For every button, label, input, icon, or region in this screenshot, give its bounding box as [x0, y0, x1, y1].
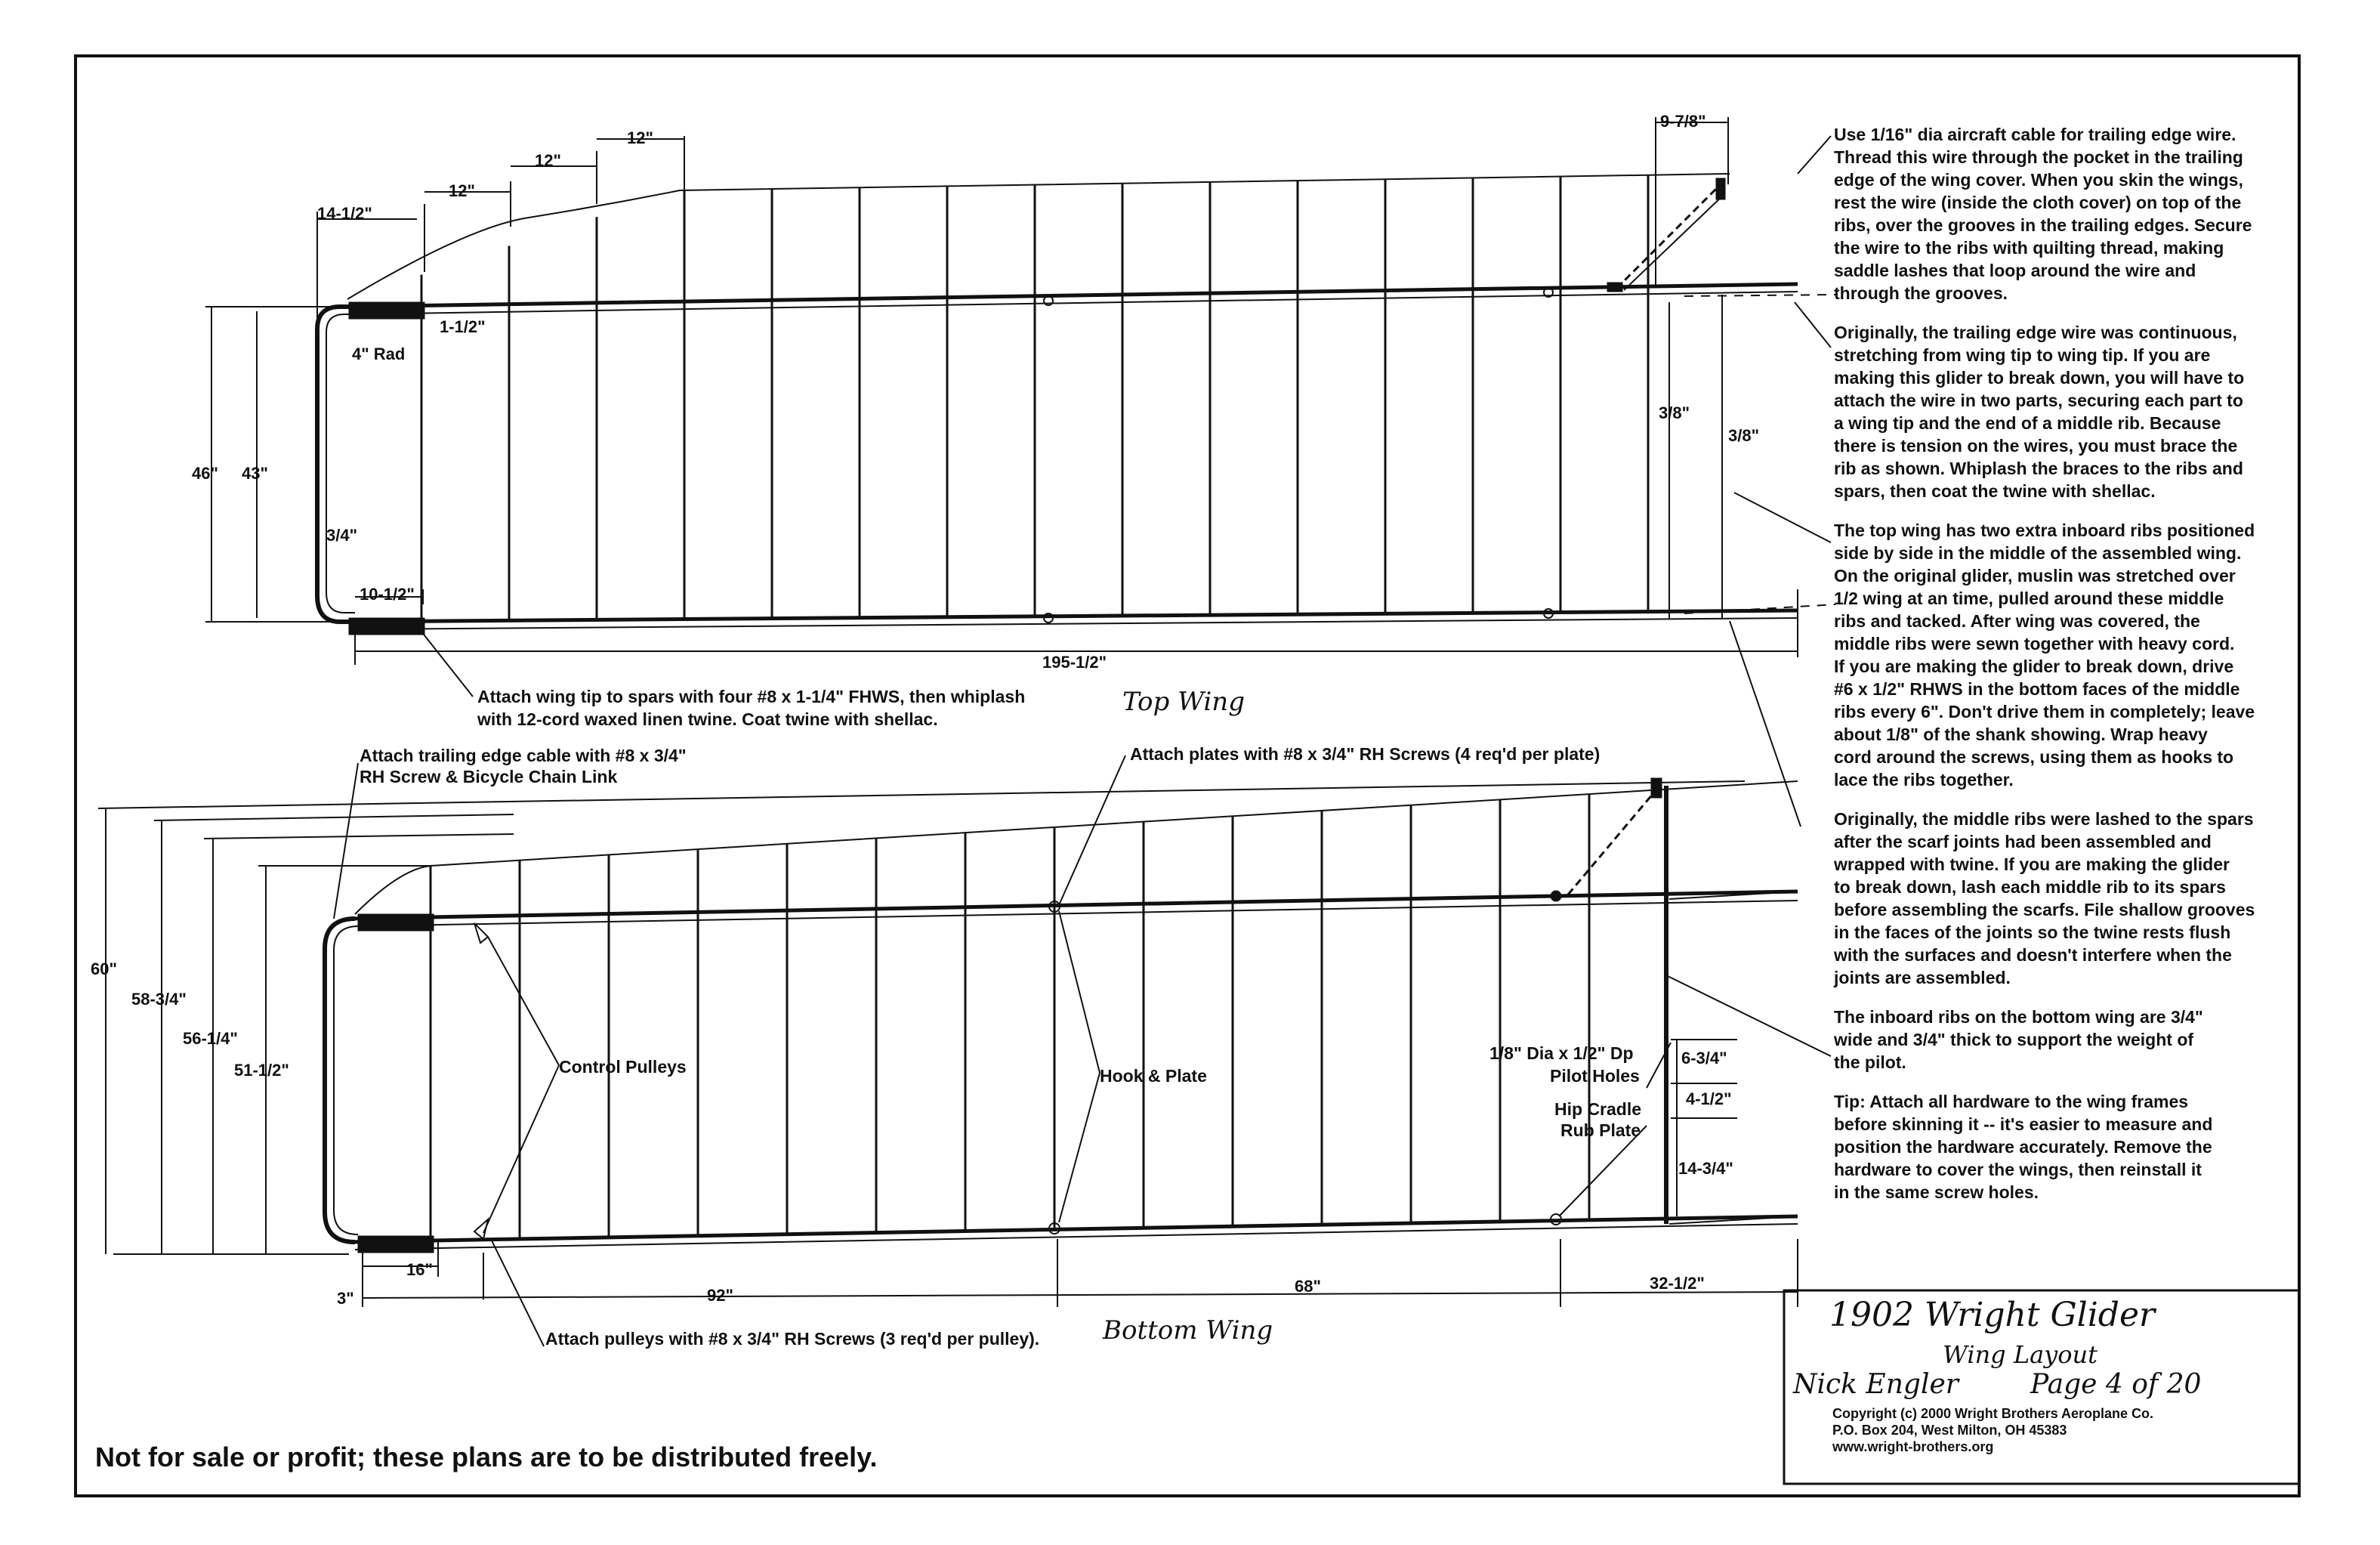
top-rib-brace — [1616, 184, 1721, 289]
bottom-rear-spar — [349, 1216, 1798, 1242]
top-brace-block — [1607, 283, 1622, 292]
dim-68: 68" — [1295, 1277, 1321, 1296]
dim-12-b: 12" — [535, 151, 561, 170]
page-number: Page 4 of 20 — [2030, 1369, 2202, 1400]
hip-cradle-line2: Rub Plate — [1560, 1120, 1641, 1140]
copyright-block — [1832, 1405, 2153, 1455]
dim-51-1-2: 51-1/2" — [234, 1061, 289, 1080]
note-inboard-ribs: The top wing has two extra inboard ribs positioned side by side in the middle of the assembled wing. On the original glider, muslin was stretched over 1/2 wing at an time, pulled around these middle ribs and tacked. After wing was covered, the middle ribs were sewn together with heavy cord. If you are making the glider to break down, drive #6 x 1/2" RHWS in the bottom faces of the middle ribs every 6". Don't drive them in completely; leave about 1/8" of the shank showing. Wrap heavy cord around the screws, using them as hooks to lace the ribs together. — [1834, 521, 2255, 789]
control-pulleys-label: Control Pulleys — [559, 1057, 687, 1077]
dim-12-c: 12" — [627, 128, 653, 147]
top-wing-tip-bow — [317, 307, 358, 622]
top-wing-dim-labels — [192, 112, 1759, 729]
top-ribs — [421, 175, 1648, 621]
dim-92: 92" — [707, 1286, 733, 1305]
dim-1-1-2: 1-1/2" — [440, 317, 486, 336]
bottom-rib-brace — [1568, 789, 1657, 895]
hook-plate-label: Hook & Plate — [1100, 1066, 1207, 1086]
top-wing-label: Top Wing — [1122, 687, 1245, 717]
callout-wing-tip-line1: Attach wing tip to spars with four #8 x 1-1/4" FHWS, then whiplash — [477, 687, 1026, 706]
bottom-wing-tip-bow — [325, 919, 355, 1242]
note-middle-ribs: Originally, the middle ribs were lashed to the spars after the scarf joints had been assembled and wrapped with twine. If you are making the glider to break down, lash each middle rib to its spars before assembling the scarfs. File shallow grooves in the faces of the joints so the twine rests flush with the surfaces and doesn't interfere when the joints are assembled. — [1834, 809, 2255, 987]
bottom-wing-frame — [325, 778, 1798, 1253]
note-tip: Tip: Attach all hardware to the wing frames before skinning it -- it's easier to measure and position the hardware accurately. Remove the hardware to cover the wings, then reinstall it in the same screw holes. — [1834, 1092, 2213, 1202]
note-bottom-inboard-ribs: The inboard ribs on the bottom wing are 3/4" wide and 3/4" thick to support the weight of the pilot. — [1834, 1007, 2203, 1072]
dim-4-rad: 4" Rad — [352, 345, 406, 363]
bottom-ribs — [431, 794, 1589, 1241]
callout-plates: Attach plates with #8 x 3/4" RH Screws (4 req'd per plate) — [1130, 744, 1601, 764]
drawing-subtitle: Wing Layout — [1943, 1340, 2098, 1369]
drawing-author: Nick Engler — [1793, 1369, 1959, 1400]
notes-column — [1834, 123, 2296, 1204]
top-rib-brace-edge — [1624, 193, 1725, 290]
address-line: P.O. Box 204, West Milton, OH 45383 — [1832, 1423, 2067, 1438]
dim-10-1-2: 10-1/2" — [360, 585, 415, 604]
callout-wing-tip-line2: with 12-cord waxed linen twine. Coat twine with shellac. — [477, 709, 938, 729]
hip-cradle-mark — [1551, 891, 1561, 901]
callout-trailing-cable-line2: RH Screw & Bicycle Chain Link — [360, 767, 618, 786]
dim-56-1-4: 56-1/4" — [183, 1029, 238, 1048]
dim-3: 3" — [337, 1289, 354, 1308]
dim-195-1-2: 195-1/2" — [1042, 653, 1107, 672]
dim-16: 16" — [406, 1260, 433, 1279]
distribution-footer: Not for sale or profit; these plans are to be distributed freely. — [95, 1441, 878, 1472]
top-tip-joint-rear — [349, 618, 424, 635]
note-trailing-wire: Use 1/16" dia aircraft cable for trailing edge wire. Thread this wire through the pocket in the trailing edge of the wing cover. When you skin the wings, rest the wire (inside the cloth cover) on top of the ribs, over the grooves in the trailing edges. Secure the wire to the ribs with quilting thread, making saddle lashes that loop around the wire and through the grooves. — [1834, 125, 2252, 303]
drawing-title: 1902 Wright Glider — [1829, 1296, 2156, 1334]
note-continuous-wire: Originally, the trailing edge wire was continuous, stretching from wing tip to wing tip. If you are making this glider to break down, you will have to attach the wire in two parts, securing each part to a wing tip and the end of a middle rib. Because there is tension on the wires, you must brace the rib as shown. Whiplash the braces to the ribs and spars, then coat the twine with shellac. — [1834, 323, 2245, 501]
hip-cradle-line1: Hip Cradle — [1554, 1099, 1642, 1119]
dim-12-a: 12" — [449, 181, 475, 200]
bottom-tip-joint-front — [358, 914, 434, 931]
website-link[interactable]: www.wright-brothers.org — [1832, 1439, 1994, 1454]
bottom-tip-joint-rear — [358, 1236, 434, 1253]
dim-6-3-4: 6-3/4" — [1681, 1049, 1727, 1068]
title-block — [1784, 1292, 2326, 1482]
pilot-holes-line1: 1/8" Dia x 1/2" Dp — [1489, 1043, 1634, 1063]
dim-9-7-8: 9-7/8" — [1660, 112, 1706, 131]
dim-3-8-b: 3/8" — [1728, 426, 1760, 445]
dim-4-1-2: 4-1/2" — [1686, 1089, 1732, 1108]
top-trailing-edge-outline — [347, 174, 1730, 299]
top-wing-tip-bow-inner — [326, 314, 358, 613]
dim-32-1-2: 32-1/2" — [1650, 1274, 1705, 1293]
top-brace-block — [1716, 178, 1725, 199]
bottom-wing-tip-bow-inner — [334, 926, 358, 1234]
top-tip-joint-front — [349, 302, 424, 319]
dim-43: 43" — [242, 464, 268, 483]
top-wing-frame — [317, 174, 1835, 635]
copyright-line: Copyright (c) 2000 Wright Brothers Aeroplane Co. — [1832, 1406, 2154, 1421]
dim-14-1-2: 14-1/2" — [317, 204, 372, 223]
dim-3-8-a: 3/8" — [1659, 403, 1690, 422]
control-pulley-front — [474, 923, 488, 943]
pilot-holes-line2: Pilot Holes — [1550, 1066, 1640, 1086]
dim-58-3-4: 58-3/4" — [131, 990, 187, 1009]
dim-3-4: 3/4" — [326, 526, 358, 545]
top-dash-ext-front — [1684, 295, 1835, 296]
bottom-wing-labels — [91, 744, 1733, 1349]
bottom-brace-block — [1651, 778, 1662, 798]
dim-46: 46" — [192, 464, 218, 483]
callout-pulleys: Attach pulleys with #8 x 3/4" RH Screws (3 req'd per pulley). — [545, 1329, 1040, 1349]
dim-14-3-4: 14-3/4" — [1678, 1159, 1733, 1178]
callout-trailing-cable-line1: Attach trailing edge cable with #8 x 3/4" — [360, 746, 687, 765]
bottom-wing-label: Bottom Wing — [1103, 1315, 1273, 1346]
dim-60: 60" — [91, 959, 117, 978]
